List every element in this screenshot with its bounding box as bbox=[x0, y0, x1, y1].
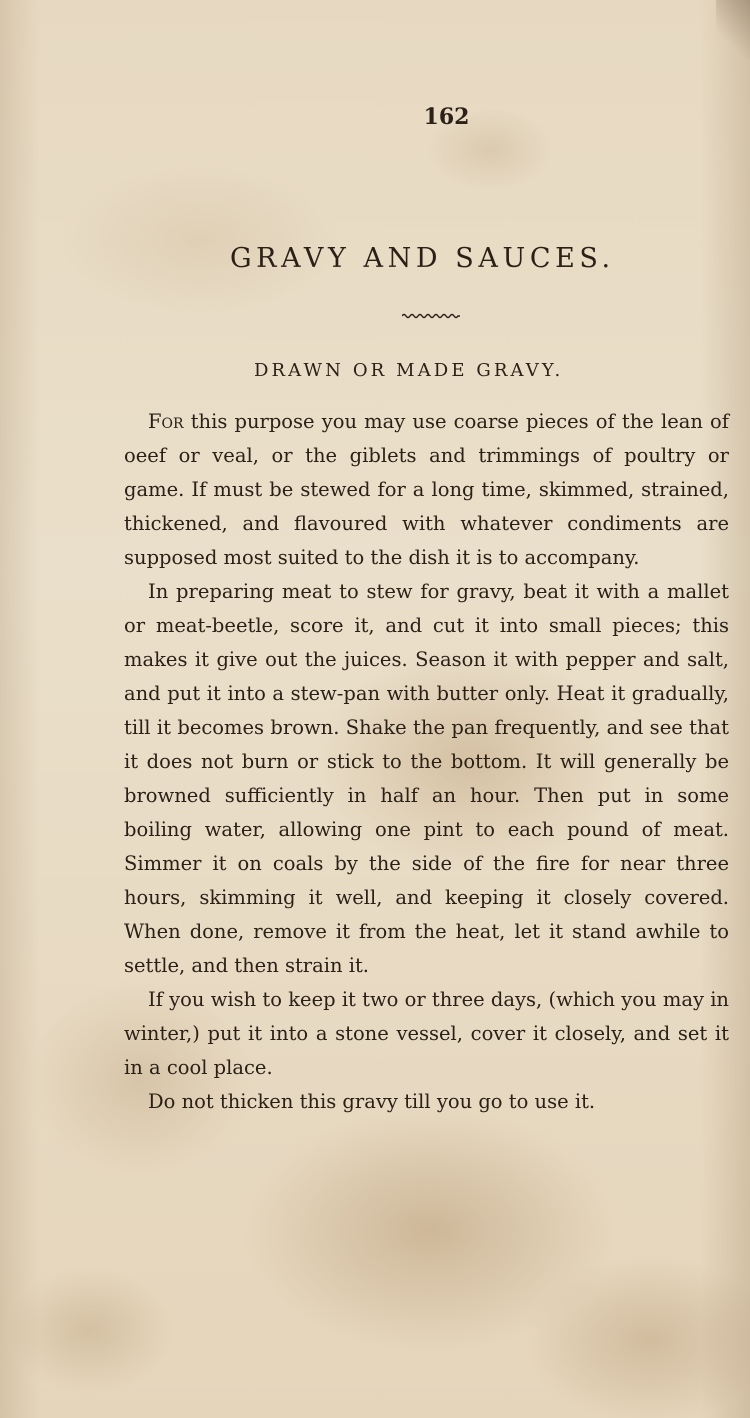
body-text bbox=[124, 405, 729, 1119]
paragraph: Do not thicken this gravy till you go to use it. bbox=[148, 1090, 596, 1113]
section-heading: DRAWN OR MADE GRAVY. bbox=[254, 360, 564, 381]
wavy-rule-ornament bbox=[402, 312, 460, 320]
paragraph-lead-word: For bbox=[148, 410, 184, 433]
page-corner-fold bbox=[716, 0, 750, 60]
page-number: 162 bbox=[423, 104, 470, 130]
paragraph: If you wish to keep it two or three days, (which you may in winter,) put it into a stone vessel, cover it closely, and set it in a cool place. bbox=[124, 988, 729, 1079]
paragraph: In preparing meat to stew for gravy, beat it with a mallet or meat-beetle, score it, and cut it into small pieces; this makes it give out the juices. Season it with pepper and salt, and put it into a stew-pan with butter only. Heat it gradually, till it becomes brown. Shake the pan frequently, and see that it does not burn or stick to the bottom. It will generally be browned sufficiently in half an hour. Then put in some boiling water, allowing one pint to each pound of meat. Simmer it on coals by the side of the fire for near three hours, skimming it well, and keeping it closely covered. When done, remove it from the heat, let it stand awhile to settle, and then strain it. bbox=[124, 580, 729, 977]
paragraph-text: this purpose you may use coarse pieces of the lean of oeef or veal, or the giblets and trimmings of poultry or game. If must be stewed for a long time, skimmed, strained, thickened, and flavoured with whatever condiments are supposed most suited to the dish it is to accompany. bbox=[124, 410, 729, 569]
paragraph bbox=[124, 405, 729, 575]
chapter-title: GRAVY AND SAUCES. bbox=[230, 243, 615, 274]
